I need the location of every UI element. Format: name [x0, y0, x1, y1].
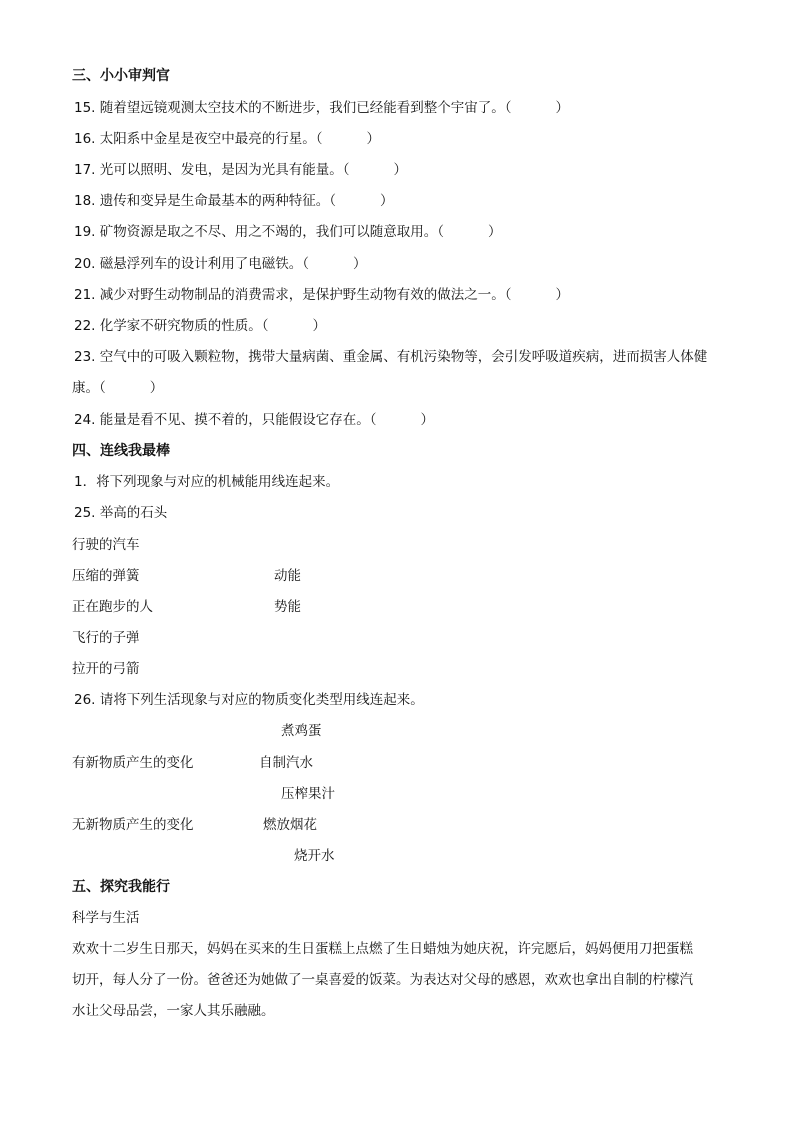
match-right-item[interactable]: 烧开水: [294, 848, 335, 864]
matching-instruction: 1．将下列现象与对应的机械能用线连起来。: [74, 474, 340, 490]
bracket-close: ）: [420, 412, 435, 428]
question-text: 光可以照明、发电，是因为光具有能量。（: [99, 162, 350, 178]
question-text: 遗传和变异是生命最基本的两种特征。（: [99, 193, 337, 209]
question-25-first-item: 25. 举高的石头: [74, 505, 168, 521]
question-number: 21.: [74, 287, 96, 303]
question-number: 24.: [74, 412, 96, 428]
match-left-item[interactable]: 正在跑步的人: [72, 599, 153, 615]
question-text: 磁悬浮列车的设计利用了电磁铁。（: [99, 256, 310, 272]
bracket-close: ）: [366, 131, 381, 147]
bracket-close: ）: [393, 162, 408, 178]
match-right-item[interactable]: 燃放烟花: [263, 817, 317, 833]
bracket-close: ）: [149, 380, 164, 396]
match-right-item[interactable]: 煮鸡蛋: [281, 723, 322, 739]
subheading: 科学与生活: [72, 910, 140, 926]
question-number: 20.: [74, 256, 96, 272]
question-number: 15.: [74, 100, 96, 116]
match-left-item[interactable]: 有新物质产生的变化: [72, 755, 194, 771]
match-left-item[interactable]: 飞行的子弹: [72, 630, 140, 646]
match-left-item[interactable]: 行驶的汽车: [72, 537, 140, 553]
question-23: [74, 348, 707, 366]
match-right-item[interactable]: 压榨果汁: [281, 786, 335, 802]
bracket-close: ）: [312, 318, 327, 334]
question-17: [74, 161, 407, 179]
question-number: 19.: [74, 224, 96, 240]
match-left-item[interactable]: 拉开的弓箭: [72, 661, 140, 677]
match-left-item[interactable]: 压缩的弹簧: [72, 568, 140, 584]
paragraph-line: 切开，每人分了一份。爸爸还为她做了一桌喜爱的饭菜。为表达对父母的感恩，欢欢也拿出自制的柠檬汽: [72, 972, 693, 988]
bracket-close: ）: [555, 287, 570, 303]
question-text: 能量是看不见、摸不着的，只能假设它存在。（: [99, 412, 377, 428]
question-24: [74, 411, 434, 429]
paragraph-line: 欢欢十二岁生日那天，妈妈在买来的生日蛋糕上点燃了生日蜡烛为她庆祝，许完愿后，妈妈便用刀把蛋糕: [72, 941, 693, 957]
question-16: [74, 130, 380, 148]
section-heading: 五、探究我能行: [72, 879, 170, 895]
question-21: [74, 286, 569, 304]
paragraph-line: 水让父母品尝，一家人其乐融融。: [72, 1003, 275, 1019]
section-heading: 三、小小审判官: [72, 68, 170, 84]
question-text: 太阳系中金星是夜空中最亮的行星。（: [99, 131, 323, 147]
question-19: [74, 223, 502, 241]
bracket-close: ）: [555, 100, 570, 116]
question-number: 17.: [74, 162, 96, 178]
question-15: [74, 99, 569, 117]
match-right-item[interactable]: 势能: [274, 599, 301, 615]
question-text-continued: 康。（: [72, 380, 106, 396]
question-22: [74, 317, 326, 335]
question-text: 空气中的可吸入颗粒物，携带大量病菌、重金属、有机污染物等，会引发呼吸道疾病，进而损害人体健: [99, 349, 708, 365]
question-text: 化学家不研究物质的性质。（: [99, 318, 269, 334]
bracket-close: ）: [353, 256, 367, 272]
section-heading: 四、连线我最棒: [72, 443, 170, 459]
question-23-continuation: [72, 379, 163, 397]
match-right-item[interactable]: 动能: [274, 568, 301, 584]
match-right-item[interactable]: 自制汽水: [259, 755, 313, 771]
question-26-instruction: 26. 请将下列生活现象与对应的物质变化类型用线连起来。: [74, 692, 424, 708]
bracket-close: ）: [380, 193, 394, 209]
match-left-item[interactable]: 无新物质产生的变化: [72, 817, 194, 833]
question-20: [74, 255, 367, 273]
question-text: 矿物资源是取之不尽、用之不竭的，我们可以随意取用。（: [99, 224, 445, 240]
question-number: 23.: [74, 349, 96, 365]
bracket-close: ）: [488, 224, 502, 240]
question-text: 随着望远镜观测太空技术的不断进步，我们已经能看到整个宇宙了。（: [99, 100, 512, 116]
question-number: 16.: [74, 131, 96, 147]
question-number: 18.: [74, 193, 96, 209]
question-18: [74, 192, 394, 210]
question-text: 减少对野生动物制品的消费需求，是保护野生动物有效的做法之一。（: [99, 287, 512, 303]
question-number: 22.: [74, 318, 96, 334]
